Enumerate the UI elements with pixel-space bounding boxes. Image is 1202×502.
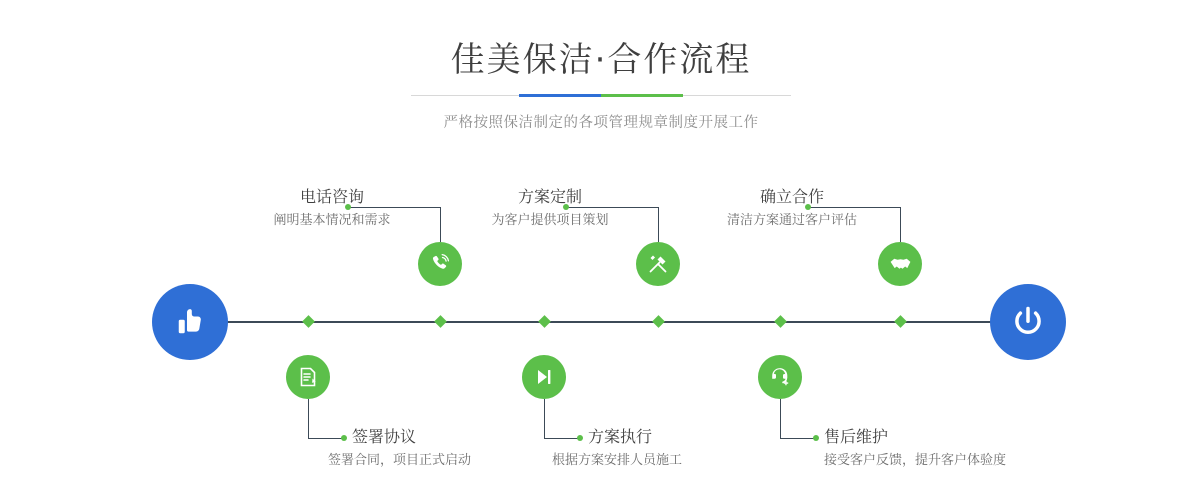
- axis-marker: [652, 315, 665, 328]
- connector-vertical: [440, 207, 441, 242]
- end-endpoint: [990, 284, 1066, 360]
- connector-horizontal: [780, 438, 816, 439]
- connector-vertical: [308, 399, 309, 438]
- handshake-icon: [888, 252, 913, 277]
- step-icon-1: [418, 242, 462, 286]
- connector-dot: [813, 435, 819, 441]
- step-label-2: [328, 426, 472, 471]
- step-desc-4: 根据方案安排人员施工: [552, 453, 683, 468]
- step-label-3: [470, 186, 630, 231]
- axis-marker: [302, 315, 315, 328]
- page-title: 佳美保洁·合作流程: [450, 40, 752, 80]
- axis-marker: [894, 315, 907, 328]
- axis-marker: [538, 315, 551, 328]
- step-label-6: [824, 426, 1006, 471]
- connector-dot: [577, 435, 583, 441]
- connector-dot: [341, 435, 347, 441]
- step-icon-5: [878, 242, 922, 286]
- step-icon-6: [758, 355, 802, 399]
- headset-support-icon: [768, 365, 792, 389]
- step-desc-3: 为客户提供项目策划: [491, 213, 609, 228]
- document-edit-icon: [296, 365, 320, 389]
- connector-horizontal: [544, 438, 580, 439]
- step-desc-1: 阐明基本情况和需求: [273, 213, 391, 228]
- power-icon: [1009, 303, 1047, 341]
- step-desc-5: 清洁方案通过客户评估: [726, 213, 857, 228]
- step-title-1: 电话咨询: [299, 187, 364, 206]
- phone-call-icon: [428, 252, 452, 276]
- axis-marker: [774, 315, 787, 328]
- step-label-5: [712, 186, 872, 231]
- step-desc-2: 签署合同，项目正式启动: [328, 453, 472, 468]
- header: [0, 0, 1202, 132]
- connector-vertical: [658, 207, 659, 242]
- step-title-4: 方案执行: [588, 427, 653, 446]
- divider-accent-blue: [519, 94, 601, 97]
- step-title-6: 售后维护: [824, 427, 889, 446]
- axis-marker: [434, 315, 447, 328]
- connector-vertical: [900, 207, 901, 242]
- step-icon-2: [286, 355, 330, 399]
- title-divider: [411, 94, 791, 97]
- step-title-2: 签署协议: [352, 427, 417, 446]
- connector-horizontal: [308, 438, 344, 439]
- play-forward-icon: [532, 365, 556, 389]
- step-label-4: [552, 426, 683, 471]
- step-icon-4: [522, 355, 566, 399]
- start-endpoint: [152, 284, 228, 360]
- thumbs-up-icon: [172, 304, 208, 340]
- step-icon-3: [636, 242, 680, 286]
- connector-vertical: [544, 399, 545, 438]
- step-title-5: 确立合作: [759, 187, 824, 206]
- step-label-1: [252, 186, 412, 231]
- page-subtitle: 严格按照保洁制定的各项管理规章制度开展工作: [443, 115, 759, 131]
- step-title-3: 方案定制: [517, 187, 582, 206]
- connector-vertical: [780, 399, 781, 438]
- tools-icon: [646, 252, 670, 276]
- step-desc-6: 接受客户反馈，提升客户体验度: [824, 453, 1007, 468]
- divider-accent-green: [601, 94, 683, 97]
